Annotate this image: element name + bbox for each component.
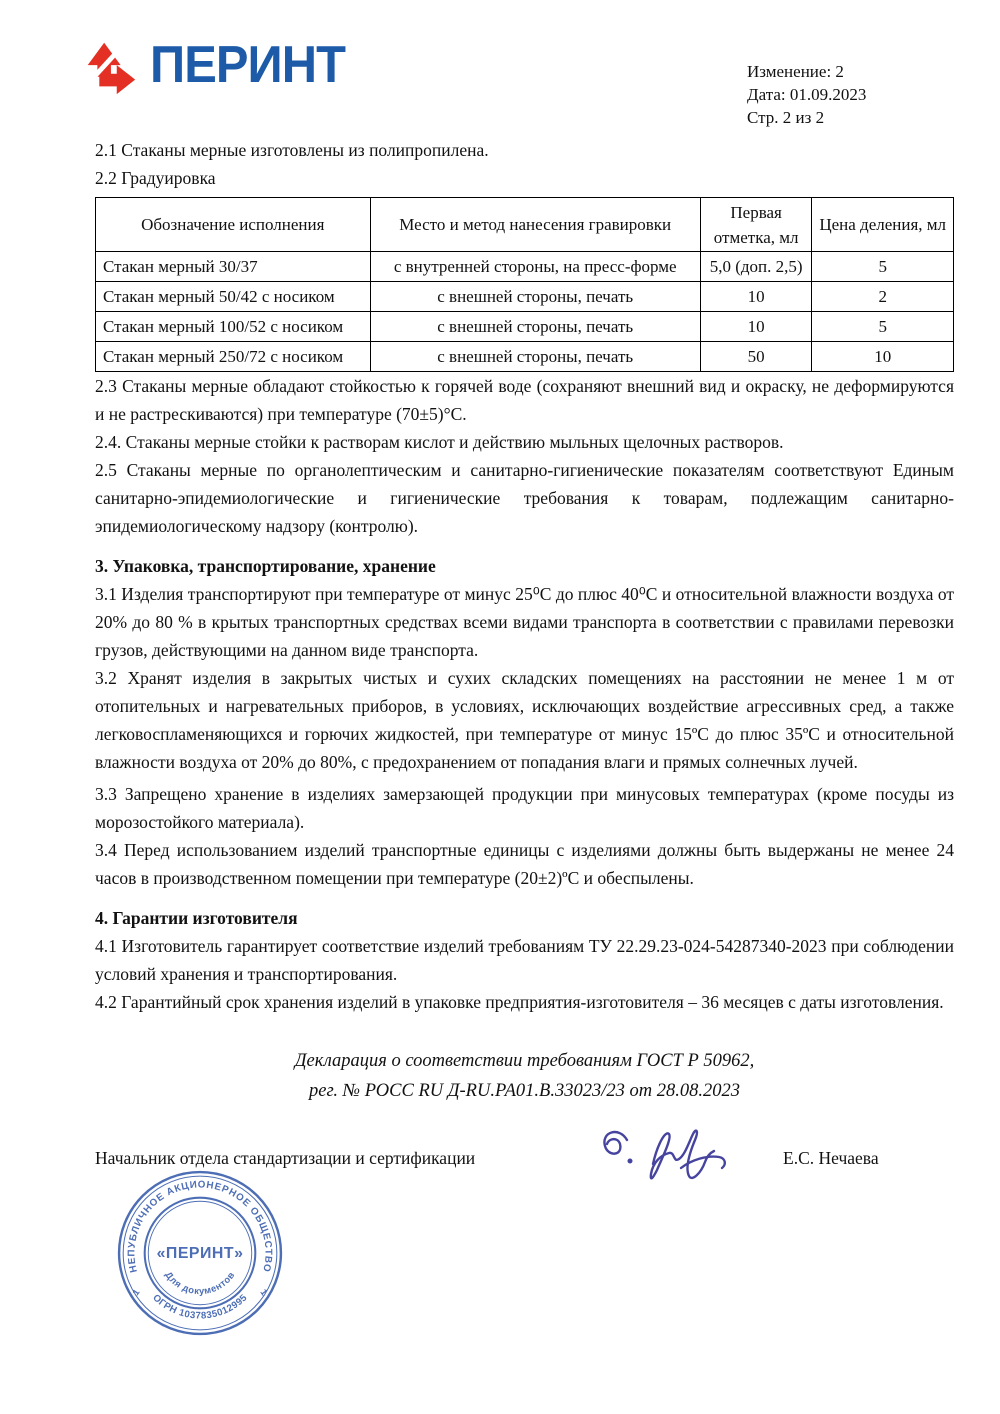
col-header-division: Цена деления, мл xyxy=(812,198,954,252)
graduation-table xyxy=(95,197,954,372)
meta-page: Стр. 2 из 2 xyxy=(747,108,825,127)
table-row xyxy=(96,342,954,372)
cell-first-mark: 5,0 (доп. 2,5) xyxy=(700,252,812,282)
paragraph-3-2: 3.2 Хранят изделия в закрытых чистых и сухих складских помещениях на расстоянии не менее 1 м от отопительных и нагревательных приборов, в условиях, исключающих воздействие агрессивных сред, а также легковоспламеняющихся и горючих жидкостей, при температуре от минус 15ºС до плюс 35ºС и относительной влажности воздуха от 20% до 80%, с предохранением от попадания влаги и прямых солнечных лучей. xyxy=(95,668,954,772)
signatory-name: Е.С. Нечаева xyxy=(783,1148,879,1168)
cell-designation: Стакан мерный 100/52 с носиком xyxy=(96,312,371,342)
cell-engraving: с внешней стороны, печать xyxy=(370,312,700,342)
paragraph-2-4: 2.4. Стаканы мерные стойки к растворам кислот и действию мыльных щелочных растворов. xyxy=(95,432,784,452)
cell-first-mark: 10 xyxy=(700,282,812,312)
col-header-engraving: Место и метод нанесения гравировки xyxy=(370,198,700,252)
cell-designation: Стакан мерный 30/37 xyxy=(96,252,371,282)
logo-wordmark: ПЕРИНТ xyxy=(150,36,345,94)
signatory-position: Начальник отдела стандартизации и сертификации xyxy=(95,1148,476,1168)
paragraph-2-5: 2.5 Стаканы мерные по органолептическим и санитарно-гигиенические показателям соответствуют Единым санитарно-эпидемиологические и гигиенические требования к товарам, подлежащим санитарно-эпидемиологическому надзору (контролю). xyxy=(95,460,954,536)
stamp-separator-left: 1 xyxy=(130,1287,142,1298)
col-header-first-mark: Первая отметка, мл xyxy=(700,198,812,252)
stamp-center-text: «ПЕРИНТ» xyxy=(156,1245,244,1263)
stamp-inner-bottom-text: Для документов xyxy=(163,1269,237,1297)
cell-first-mark: 10 xyxy=(700,312,812,342)
table-header-row xyxy=(96,198,954,252)
declaration-line-1: Декларация о соответствии требованиям ГОСТ Р 50962, xyxy=(294,1051,755,1071)
table-row xyxy=(96,282,954,312)
table-row xyxy=(96,312,954,342)
paragraph-3-4: 3.4 Перед использованием изделий транспортные единицы с изделиями должны быть выдержаны не менее 24 часов в производственном помещении при температуре (20±2)ºС и обеспылены. xyxy=(95,840,954,888)
cell-designation: Стакан мерный 50/42 с носиком xyxy=(96,282,371,312)
cell-engraving: с внутренней стороны, на пресс-форме xyxy=(370,252,700,282)
paragraph-2-3: 2.3 Стаканы мерные обладают стойкостью к горячей воде (сохраняют внешний вид и окраску, не деформируются и не растрескиваются) при температуре (70±5)°С. xyxy=(95,376,954,424)
cell-engraving: с внешней стороны, печать xyxy=(370,282,700,312)
cell-division: 5 xyxy=(812,312,954,342)
declaration-block xyxy=(95,1046,954,1106)
paragraph-2-2: 2.2 Градуировка xyxy=(95,168,216,188)
cell-engraving: с внешней стороны, печать xyxy=(370,342,700,372)
paragraph-3-1: 3.1 Изделия транспортируют при температуре от минус 25⁰С до плюс 40⁰С и относительной влажности воздуха от 20% до 80 % в крытых транспортных средствах всеми видами транспорта в соответствии с правилами перевозки грузов, действующими на данном виде транспорта. xyxy=(95,584,954,660)
paragraph-3-3: 3.3 Запрещено хранение в изделиях замерзающей продукции при минусовых температурах (кроме посуды из морозостойкого материала). xyxy=(95,784,954,832)
cell-division: 2 xyxy=(812,282,954,312)
document-body xyxy=(0,112,1000,1252)
stamp-ring-top-text: НЕПУБЛИЧНОЕ АКЦИОНЕРНОЕ ОБЩЕСТВО xyxy=(126,1179,274,1274)
section-3-heading: 3. Упаковка, транспортирование, хранение xyxy=(95,556,436,576)
logo-arrows-icon xyxy=(78,36,140,98)
stamp-separator-right: 1 xyxy=(258,1287,270,1298)
meta-revision: Изменение: 2 xyxy=(747,62,844,81)
table-row xyxy=(96,252,954,282)
paragraph-4-2: 4.2 Гарантийный срок хранения изделий в упаковке предприятия-изготовителя – 36 месяцев с даты изготовления. xyxy=(95,992,944,1012)
cell-first-mark: 50 xyxy=(700,342,812,372)
section-4-heading: 4. Гарантии изготовителя xyxy=(95,908,298,928)
col-header-designation: Обозначение исполнения xyxy=(96,198,371,252)
cell-designation: Стакан мерный 250/72 с носиком xyxy=(96,342,371,372)
stamp-ogrn-text: ОГРН 1037835012995 xyxy=(150,1292,250,1322)
cell-division: 5 xyxy=(812,252,954,282)
company-logo xyxy=(78,36,357,112)
company-round-stamp xyxy=(116,1169,284,1337)
paragraph-4-1: 4.1 Изготовитель гарантирует соответствие изделий требованиям ТУ 22.29.23-024-54287340-2023 при соблюдении условий хранения и транспортирования. xyxy=(95,936,954,984)
cell-division: 10 xyxy=(812,342,954,372)
handwritten-signature-icon xyxy=(593,1110,753,1210)
paragraph-2-1: 2.1 Стаканы мерные изготовлены из полипропилена. xyxy=(95,140,489,160)
declaration-line-2: рег. № РОСС RU Д-RU.РА01.В.33023/23 от 28.08.2023 xyxy=(308,1081,740,1101)
document-meta xyxy=(747,36,952,127)
header xyxy=(0,0,1000,127)
meta-date: Дата: 01.09.2023 xyxy=(747,85,867,104)
